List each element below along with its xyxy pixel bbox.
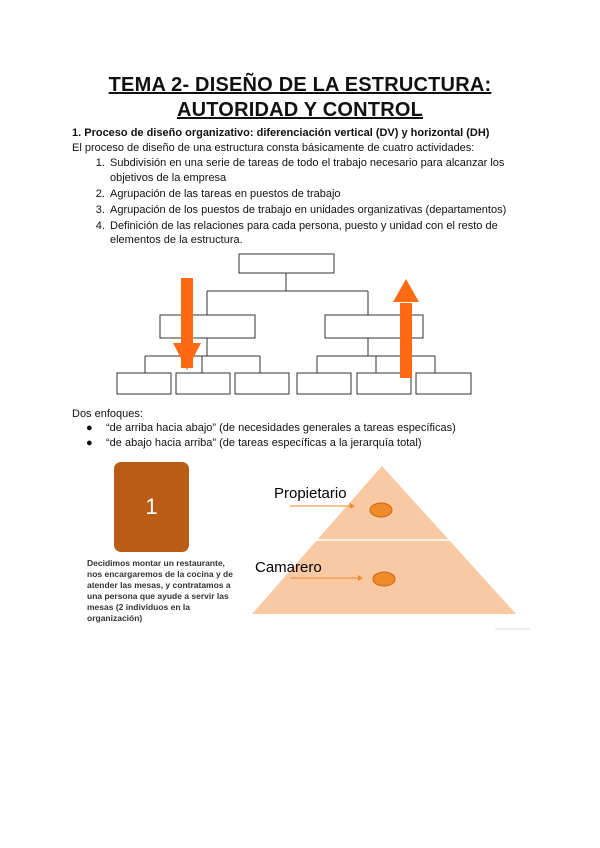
page-title-line2: AUTORIDAD Y CONTROL (176, 99, 424, 121)
label-camarero: Camarero (255, 559, 322, 576)
org-box-mid-left (160, 315, 255, 338)
section-intro: El proceso de diseño de una estructura consta básicamente de cuatro actividades: (72, 142, 475, 154)
org-box-bottom (117, 373, 171, 394)
org-chart-diagram (110, 248, 480, 398)
oval-marker (370, 503, 392, 517)
page-title-line1: TEMA 2- DISEÑO DE LA ESTRUCTURA: (108, 74, 492, 96)
section-heading: 1. Proceso de diseño organizativo: diferenciación vertical (DV) y horizontal (DH) (72, 127, 490, 139)
list-item: 4. Definición de las relaciones para cada persona, puesto y unidad con el resto de elementos de la estructura. (108, 219, 548, 248)
org-box-bottom (416, 373, 471, 394)
list-item: 2. Agrupación de las tareas en puestos de trabajo (108, 187, 548, 202)
steps-list (72, 156, 548, 249)
list-item: 3. Agrupación de los puestos de trabajo en unidades organizativas (departamentos) (108, 203, 548, 218)
enfoques-list (72, 421, 456, 451)
label-propietario: Propietario (274, 485, 347, 502)
list-item: ● “de arriba hacia abajo” (de necesidades generales a tareas específicas) (86, 422, 456, 434)
example-caption: Decidimos montar un restaurante, nos encargaremos de la cocina y de atender las mesas, y contratamos a una persona que ayude a servir las mesas (2 individuos en la organización) (87, 558, 233, 623)
arrow-up-icon (393, 279, 419, 378)
enfoques-label: Dos enfoques: (72, 408, 143, 420)
org-box-bottom (235, 373, 289, 394)
org-box-bottom (176, 373, 230, 394)
example-number-box: 1 (114, 462, 189, 552)
oval-marker (373, 572, 395, 586)
pyramid-diagram (250, 462, 535, 634)
org-box-top (239, 254, 334, 273)
list-item: ● “de abajo hacia arriba” (de tareas específicas a la jerarquía total) (86, 437, 422, 449)
list-item: 1. Subdivisión en una serie de tareas de todo el trabajo necesario para alcanzar los objetivos de la empresa (108, 156, 548, 185)
org-box-bottom (297, 373, 351, 394)
